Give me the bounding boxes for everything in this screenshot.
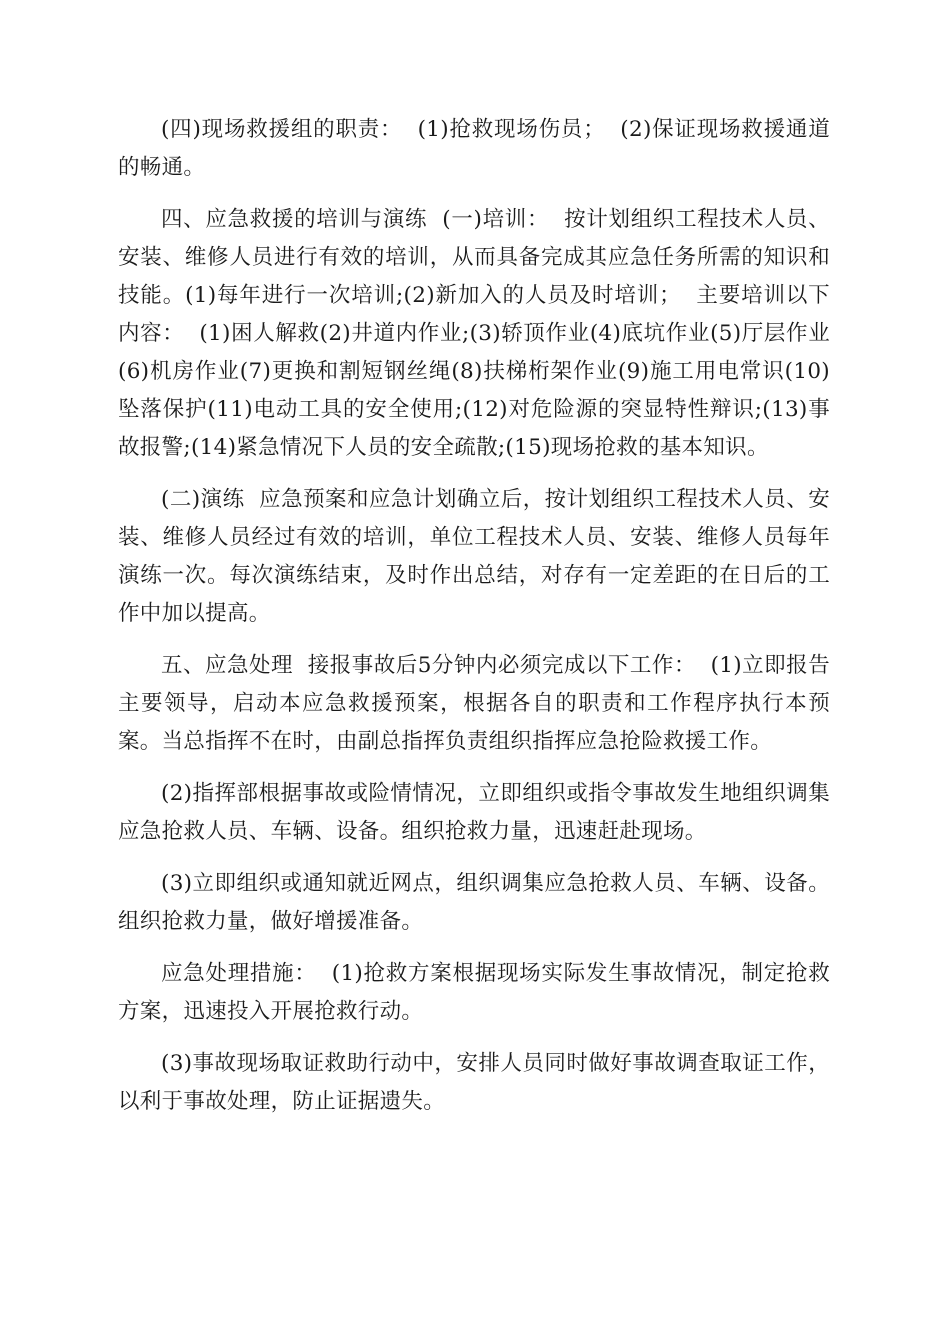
paragraph-measures: 应急处理措施： (1)抢救方案根据现场实际发生事故情况，制定抢救方案，迅速投入开展抢救行动。: [118, 961, 830, 1024]
paragraph-evidence: (3)事故现场取证救助行动中，安排人员同时做好事故调查取证工作，以利于事故处理，防止证据遗失。: [118, 1051, 830, 1114]
paragraph-drills: (二)演练 应急预案和应急计划确立后，按计划组织工程技术人员、安装、维修人员经过有效的培训，单位工程技术人员、安装、维修人员每年演练一次。每次演练结束，及时作出总结，对存有一定差距的在日后的工作中加以提高。: [118, 487, 830, 626]
document-body: [118, 111, 830, 1135]
paragraph-training: 四、应急救援的培训与演练 (一)培训： 按计划组织工程技术人员、安装、维修人员进行有效的培训，从而具备完成其应急任务所需的知识和技能。(1)每年进行一次培训;(2)新加入的人员及时培训； 主要培训以下内容： (1)困人解救(2)井道内作业;(3)轿顶作业(4)底坑作业(5)厅层作业(6)机房作业(7)更换和割短钢丝绳(8)扶梯桁架作业(9)施工用电常识(10)坠落保护(11)电动工具的安全使用;(12)对危险源的突显特性辩识;(13)事故报警;(14)紧急情况下人员的安全疏散;(15)现场抢救的基本知识。: [118, 207, 830, 460]
paragraph-emergency-handling: 五、应急处理 接报事故后5分钟内必须完成以下工作： (1)立即报告主要领导，启动本应急救援预案，根据各自的职责和工作程序执行本预案。当总指挥不在时，由副总指挥负责组织指挥应急抢险救援工作。: [118, 653, 830, 754]
paragraph-command-dispatch: (2)指挥部根据事故或险情情况，立即组织或指令事故发生地组织调集应急抢救人员、车辆、设备。组织抢救力量，迅速赶赴现场。: [118, 781, 830, 844]
paragraph-rescue-duties: (四)现场救援组的职责： (1)抢救现场伤员； (2)保证现场救援通道的畅通。: [118, 117, 830, 180]
paragraph-reinforcement: (3)立即组织或通知就近网点，组织调集应急抢救人员、车辆、设备。组织抢救力量，做好增援准备。: [118, 871, 830, 934]
